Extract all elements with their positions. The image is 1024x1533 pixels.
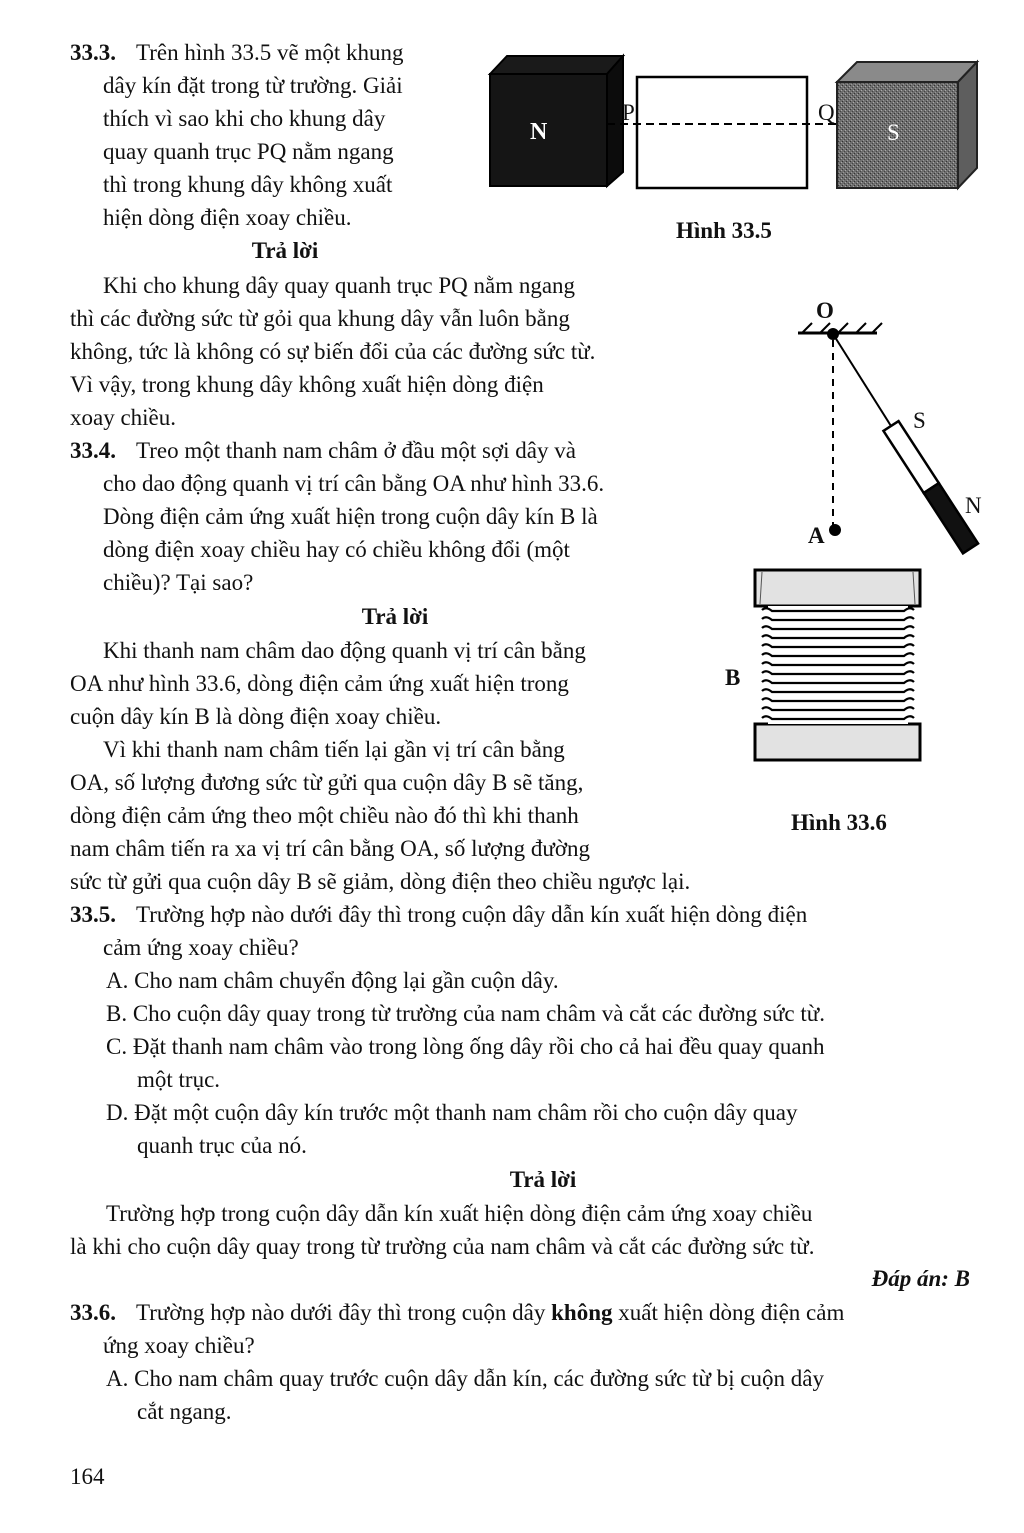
question-33-4-line: Treo một thanh nam châm ở đầu một sợi dây và — [136, 438, 576, 463]
figure-33-6 — [740, 300, 1000, 770]
answer-33-4-line: nam châm tiến ra xa vị trí cân bằng OA, số lượng đường — [70, 836, 590, 861]
question-33-6-line: ứng xoay chiều? — [103, 1333, 255, 1358]
label-s: S — [913, 408, 926, 433]
answer-heading-33-5: Trả lời — [509, 1167, 577, 1192]
label-o: O — [816, 298, 834, 323]
answer-heading-33-4: Trả lời — [361, 604, 429, 629]
option-d: D. Đặt một cuộn dây kín trước một thanh nam châm rồi cho cuộn dây quay — [106, 1100, 798, 1125]
question-33-3-line: quay quanh trục PQ nằm ngang — [103, 139, 394, 164]
page-number: 164 — [70, 1464, 105, 1489]
question-33-4-line: dòng điện xoay chiều hay có chiều không đổi (một — [103, 537, 570, 562]
coil-b — [755, 570, 920, 760]
wire-frame — [637, 77, 807, 188]
question-33-3-line: thích vì sao khi cho khung dây — [103, 106, 386, 131]
answer-33-4-line: cuộn dây kín B là dòng điện xoay chiều. — [70, 704, 442, 729]
option-a: A. Cho nam châm quay trước cuộn dây dẫn kín, các đường sức từ bị cuộn dây — [106, 1366, 825, 1391]
answer-33-3-line: Khi cho khung dây quay quanh trục PQ nằm ngang — [103, 273, 576, 298]
label-a: A — [808, 523, 825, 548]
north-pole-label: N — [530, 119, 548, 145]
answer-33-5-line: là khi cho cuộn dây quay trong từ trường của nam châm và cắt các đường sức từ. — [70, 1234, 815, 1259]
label-b: B — [725, 665, 741, 690]
answer-33-4-line: Khi thanh nam châm dao động quanh vị trí cân bằng — [103, 638, 586, 663]
answer-33-3-line: không, tức là không có sự biến đổi của các đường sức từ. — [70, 339, 596, 364]
answer-33-3-line: Vì vậy, trong khung dây không xuất hiện dòng điện — [70, 372, 544, 397]
question-33-3-line: Trên hình 33.5 vẽ một khung — [136, 40, 404, 65]
question-33-3-line: thì trong khung dây không xuất — [103, 172, 393, 197]
axis-label-p: P — [622, 100, 635, 125]
answer-33-4-line: sức từ gửi qua cuộn dây B sẽ giảm, dòng điện theo chiều ngược lại. — [70, 869, 691, 894]
question-33-4-line: Dòng điện cảm ứng xuất hiện trong cuộn dây kín B là — [103, 504, 598, 529]
question-33-3-line: hiện dòng điện xoay chiều. — [103, 205, 352, 230]
string — [833, 334, 891, 426]
emphasis-khong: không — [551, 1300, 613, 1325]
axis-label-q: Q — [818, 100, 835, 125]
option-c-continued: một trục. — [137, 1067, 221, 1092]
answer-key: Đáp án: B — [871, 1266, 970, 1291]
figure-caption-33-6: Hình 33.6 — [791, 810, 887, 835]
answer-33-3-line: thì các đường sức từ gỏi qua khung dây vẫn luôn bằng — [70, 306, 570, 331]
question-33-4-line: chiều)? Tại sao? — [103, 570, 254, 595]
question-33-4-line: cho dao động quanh vị trí cân bằng OA như hình 33.6. — [103, 471, 605, 496]
answer-33-5-line: Trường hợp trong cuộn dây dẫn kín xuất hiện dòng điện cảm ứng xoay chiều — [106, 1201, 813, 1226]
option-a-continued: cắt ngang. — [137, 1399, 232, 1424]
south-pole-label: S — [887, 120, 900, 145]
question-number-33-4: 33.4. — [70, 438, 116, 463]
option-b: B. Cho cuộn dây quay trong từ trường của nam châm và cắt các đường sức từ. — [106, 1001, 825, 1026]
question-number-33-6: 33.6. — [70, 1300, 116, 1325]
question-33-6-text: Trường hợp nào dưới đây thì trong cuộn dây — [136, 1300, 552, 1325]
question-33-6-text: xuất hiện dòng điện cảm — [612, 1300, 845, 1325]
answer-33-4-line: dòng điện cảm ứng theo một chiều nào đó thì khi thanh — [70, 803, 579, 828]
question-33-6-line — [136, 1296, 844, 1329]
figure-caption-33-5: Hình 33.5 — [676, 218, 772, 243]
north-magnet-block — [490, 56, 623, 186]
figure-33-5 — [485, 50, 1005, 195]
answer-heading-33-3: Trả lời — [251, 238, 319, 263]
bar-magnet — [883, 421, 978, 553]
point-a — [829, 524, 841, 536]
option-c: C. Đặt thanh nam châm vào trong lòng ống dây rồi cho cả hai đều quay quanh — [106, 1034, 825, 1059]
option-d-continued: quanh trục của nó. — [137, 1133, 307, 1158]
answer-33-4-line: OA như hình 33.6, dòng điện cảm ứng xuất hiện trong — [70, 671, 569, 696]
answer-33-4-line: Vì khi thanh nam châm tiến lại gần vị trí cân bằng — [103, 737, 565, 762]
answer-33-4-line: OA, số lượng đương sức từ gửi qua cuộn dây B sẽ tăng, — [70, 770, 584, 795]
question-33-5-line: cảm ứng xoay chiều? — [103, 935, 299, 960]
option-a: A. Cho nam châm chuyển động lại gần cuộn dây. — [106, 968, 559, 993]
label-n: N — [965, 493, 982, 518]
question-33-5-line: Trường hợp nào dưới đây thì trong cuộn dây dẫn kín xuất hiện dòng điện — [136, 902, 808, 927]
question-number-33-5: 33.5. — [70, 902, 116, 927]
question-number-33-3: 33.3. — [70, 40, 116, 65]
answer-33-3-line: xoay chiều. — [70, 405, 177, 430]
south-magnet-block — [837, 62, 977, 188]
question-33-3-line: dây kín đặt trong từ trường. Giải — [103, 73, 403, 98]
